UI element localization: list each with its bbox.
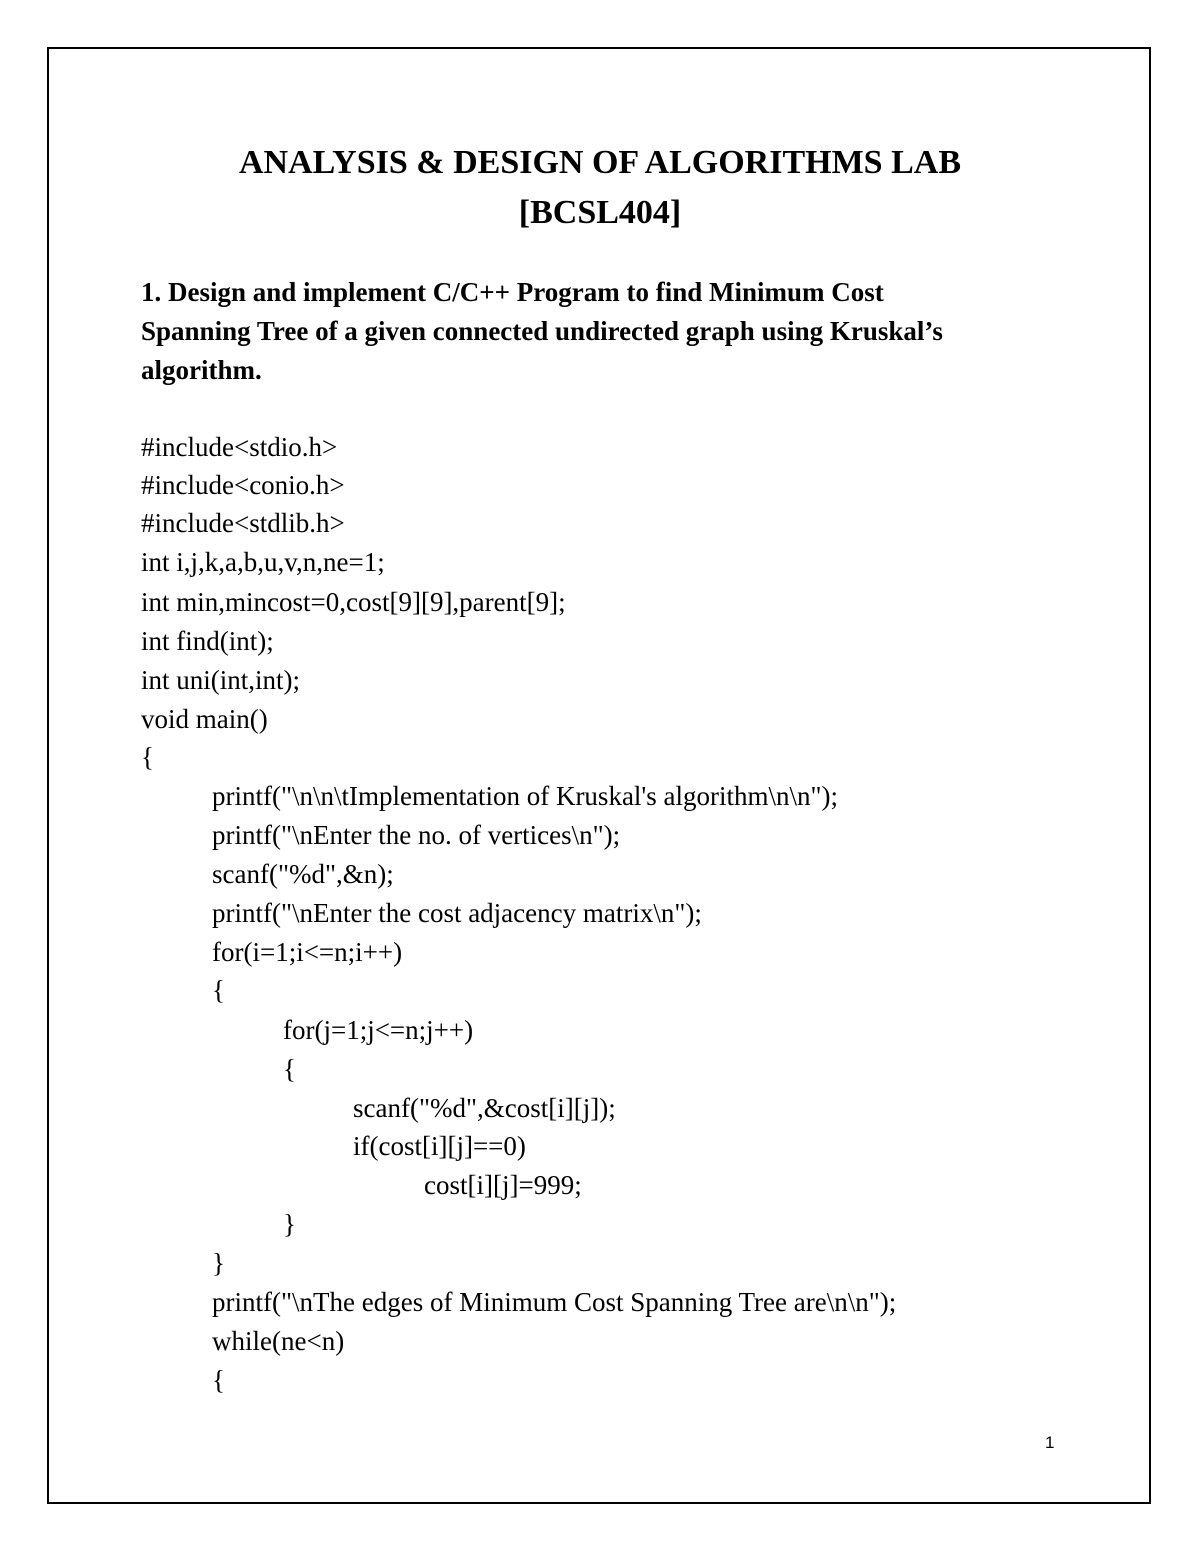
code-line: { xyxy=(283,1054,296,1084)
code-line: int min,mincost=0,cost[9][9],parent[9]; xyxy=(141,587,566,617)
code-line: scanf("%d",&cost[i][j]); xyxy=(353,1093,616,1123)
page-title: ANALYSIS & DESIGN OF ALGORITHMS LAB xyxy=(238,144,962,181)
code-line: void main() xyxy=(141,704,268,734)
code-line: for(i=1;i<=n;i++) xyxy=(212,937,403,967)
code-line: #include<conio.h> xyxy=(141,470,345,500)
code-line: cost[i][j]=999; xyxy=(424,1170,582,1200)
code-line: printf("\nThe edges of Minimum Cost Spanning Tree are\n\n"); xyxy=(212,1287,897,1317)
code-line: for(j=1;j<=n;j++) xyxy=(283,1015,474,1045)
code-line: { xyxy=(212,975,225,1005)
code-line: int i,j,k,a,b,u,v,n,ne=1; xyxy=(141,547,385,577)
code-line: #include<stdio.h> xyxy=(141,432,338,462)
page-number: 1 xyxy=(1045,1433,1055,1452)
code-line: while(ne<n) xyxy=(212,1326,345,1356)
code-line: scanf("%d",&n); xyxy=(212,859,394,889)
code-line: { xyxy=(141,742,154,772)
code-line: printf("\nEnter the no. of vertices\n"); xyxy=(212,820,621,850)
question-line: algorithm. xyxy=(141,355,262,385)
code-line: printf("\nEnter the cost adjacency matrix\n"); xyxy=(212,898,702,928)
question-line: Spanning Tree of a given connected undirected graph using Kruskal’s xyxy=(141,316,943,346)
code-line: printf("\n\n\tImplementation of Kruskal's algorithm\n\n"); xyxy=(212,781,839,811)
code-line: if(cost[i][j]==0) xyxy=(353,1131,526,1161)
code-line: int find(int); xyxy=(141,626,274,656)
code-line: #include<stdlib.h> xyxy=(141,508,345,538)
question-line: 1. Design and implement C/C++ Program to find Minimum Cost xyxy=(141,277,884,307)
code-line: } xyxy=(212,1248,225,1278)
code-line: int uni(int,int); xyxy=(141,665,300,695)
code-line: } xyxy=(283,1209,296,1239)
code-line: { xyxy=(212,1365,225,1395)
course-code: [BCSL404] xyxy=(518,194,682,231)
